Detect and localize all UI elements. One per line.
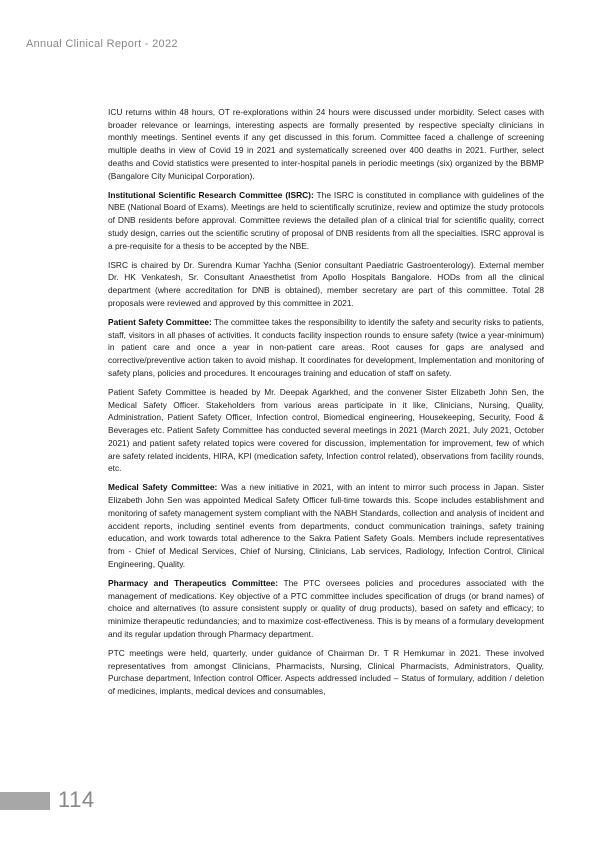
section-heading-isrc: Institutional Scientific Research Committee (ISRC):	[108, 189, 314, 200]
paragraph-ptc-meetings: PTC meetings were held, quarterly, under guidance of Chairman Dr. T R Hemkumar in 2021. These involved representatives from amongst Clinicians, Pharmacists, Nursing, Clinical Pharmacists, Administrators, Quality, Purchase department, Infection control Officer. Aspects addressed included – Status of formulary, addition / deletion of medicines, implants, medical devices and consumables,	[108, 647, 544, 697]
report-body	[108, 106, 544, 704]
paragraph-ptc: Pharmacy and Therapeutics Committee: The PTC oversees policies and procedures associated with the management of medications. Key objective of a PTC committee includes specification of drugs (or brand names) of choice and alternatives (to assure consistent supply or quality of drug products), based on safety and efficacy; to minimize therapeutic redundancies; and to maximize cost-effectiveness. This is by means of a formulary development and its regular updation through Pharmacy department.	[108, 577, 544, 639]
section-heading-patient-safety: Patient Safety Committee:	[108, 317, 212, 328]
section-heading-ptc: Pharmacy and Therapeutics Committee:	[108, 577, 278, 588]
paragraph-isrc: Institutional Scientific Research Committee (ISRC): The ISRC is constituted in compliance with guidelines of the NBE (National Board of Exams). Meetings are held to scientifically scrutinize, review and optimize the study protocols of DNB residents before approval. Committee reviews the detailed plan of a clinical trial for scientific quality, correct study design, carries out the scientific scrutiny of proposal of DNB residents from all the specialties. ISRC approval is a pre-requisite for a thesis to be accepted by the NBE.	[108, 189, 544, 251]
paragraph-mortality-review: ICU returns within 48 hours, OT re-explorations within 24 hours were discussed under morbidity. Select cases with broader relevance or learnings, interesting aspects are formally presented by respective specialty clinicians in monthly meetings. Sentinel events if any get discussed in this forum. Committee faced a challenge of screening multiple deaths in view of Covid 19 in 2021 and systematically screened over 400 deaths in 2021. Further, select deaths and Covid statistics were presented to inter-hospital panels in periodic meetings (six) organized by the BBMP (Bangalore City Municipal Corporation).	[108, 107, 544, 181]
paragraph-isrc-members: ISRC is chaired by Dr. Surendra Kumar Yachha (Senior consultant Paediatric Gastroenterology). External member Dr. HK Venkatesh, Sr. Consultant Anaesthetist from Apollo Hospitals Bangalore. HODs from all the clinical department (where accreditation for DNB is obtained), member secretary are part of this committee. Total 28 proposals were reviewed and approved by this committee in 2021.	[108, 259, 544, 308]
paragraph-patient-safety: Patient Safety Committee: The committee takes the responsibility to identify the safety and security risks to patients, staff, visitors in all phases of activities. It conducts facility inspection rounds to ensure safety (twice a year-minimum) in patient care and once a year in non-patient care areas. Root causes for gaps are analysed and corrective/preventive action taken to avoid mishap. It coordinates for development, Implementation and monitoring of safety plans, policies and procedures. It encourages training and education of staff on safety.	[108, 317, 544, 378]
page-number: 114	[58, 787, 95, 812]
page-number-bar	[0, 792, 50, 810]
report-header-title: Annual Clinical Report - 2022	[26, 38, 178, 50]
paragraph-patient-safety-members: Patient Safety Committee is headed by Mr. Deepak Agarkhed, and the convener Sister Elizabeth John Sen, the Medical Safety Officer. Stakeholders from various areas participate in it like, Clinicians, Nursing, Quality, Administration, Patient Safety Officer, Infection control, Biomedical engineering, Housekeeping, Security, Food & Beverages etc. Patient Safety Committee has conducted several meetings in 2021 (March 2021, July 2021, October 2021) and patient safety related topics were covered for discussion, implementation for improvement, few of which are safety related incidents, HIRA, KPI (medication safety, Infection control related), observations from facility rounds, etc.	[108, 387, 544, 474]
section-heading-medical-safety: Medical Safety Committee:	[108, 482, 218, 493]
paragraph-medical-safety: Medical Safety Committee: Was a new initiative in 2021, with an intent to mirror such process in Japan. Sister Elizabeth John Sen was appointed Medical Safety Officer full-time towards this. Scope includes establishment and monitoring of safety management system compliant with the NABH Standards, collection and analysis of incident and accident reports, including sentinel events from departments, conduct communication trainings, safety training education, and work towards total adherence to the Sakra Patient Safety Goals. Members include representatives from - Chief of Medical Services, Chief of Nursing, Clinicians, Lab services, Radiology, Infection Control, Clinical Engineering, Quality.	[108, 482, 545, 569]
